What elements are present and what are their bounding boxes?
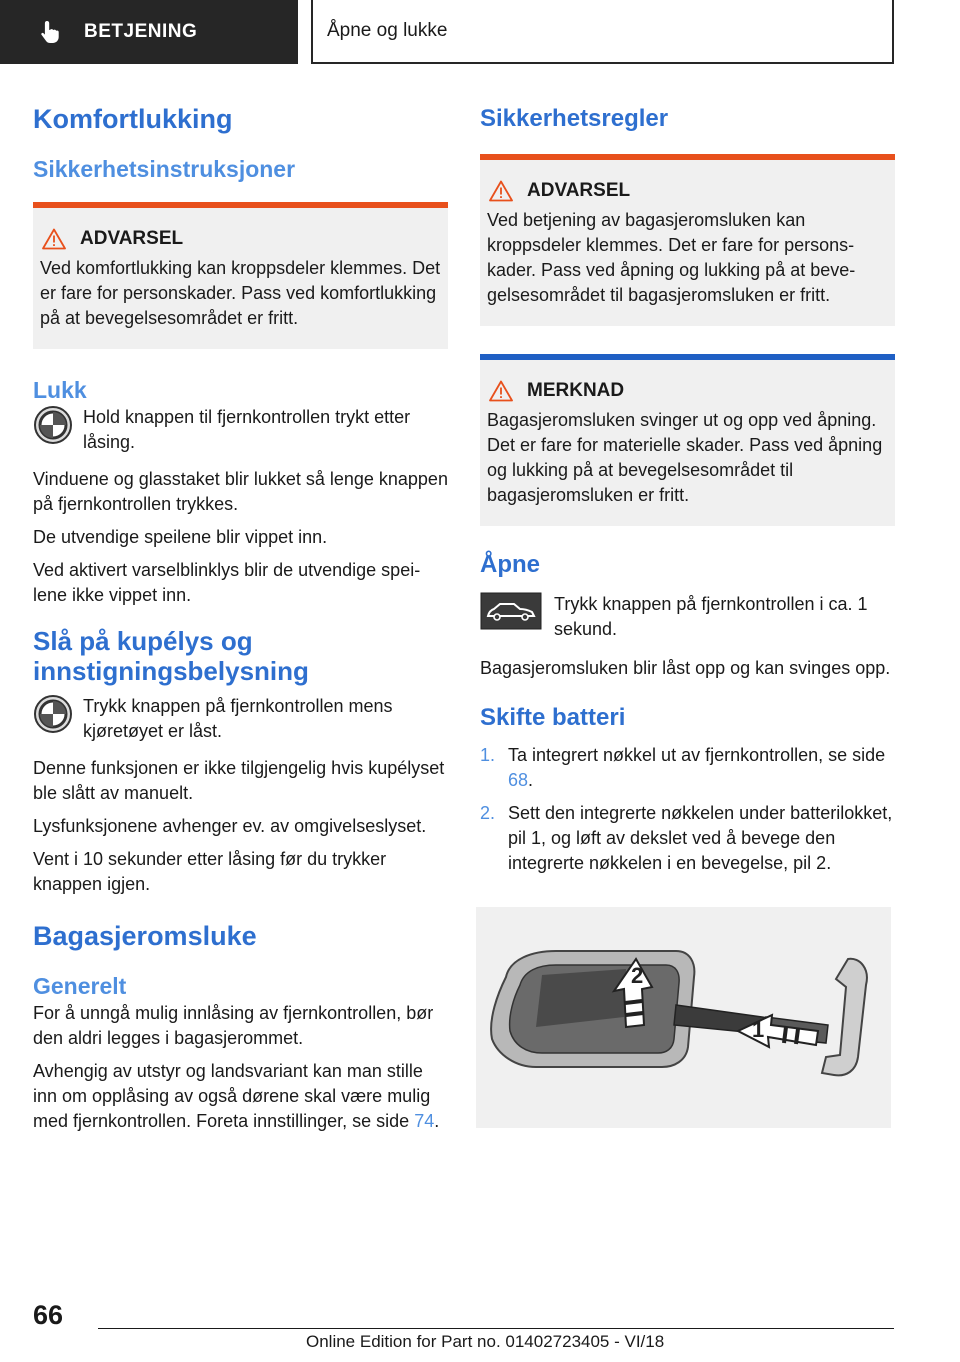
bmw-key-fob-icon — [33, 694, 73, 734]
key-fob-illustration — [476, 907, 891, 1128]
generelt-paragraph-2 — [33, 1059, 448, 1134]
heading-aapne: Åpne — [480, 551, 540, 578]
figure-label-2: 2 — [631, 963, 644, 988]
note-box — [480, 354, 895, 526]
left-column — [33, 90, 448, 1134]
warning-box — [480, 154, 895, 326]
slaa-paragraph-3: Vent i 10 sekunder etter låsing før du trykker knappen igjen. — [33, 849, 387, 894]
note-text: Bagasjeromsluken svinger ut og opp ved åpning. Det er fare for materielle skader. Pass ved åpning og lukking på at bevegelsesområdet til bagasjeromsluken er fritt. — [487, 410, 883, 505]
bmw-key-fob-icon — [33, 405, 73, 445]
header-section-title: BETJENING — [84, 21, 198, 42]
slaa-paragraph-1: Denne funksjonen er ikke tilgjengelig hvis kupélyset ble slått av manuelt. — [33, 758, 445, 803]
generelt-text-a: Avhengig av utstyr og landsvariant kan man stille inn om opplåsing av også dørene skal være mulig med fjernkontrollen. Foreta innstillinger, se side — [33, 1061, 431, 1131]
warning-text: Ved komfortlukking kan kroppsdeler klemmes. Det er fare for personskader. Pass ved komfortlukking på at bevegelsesområdet er fritt. — [40, 258, 441, 328]
heading-bagasjeromsluke: Bagasjeromsluke — [33, 921, 257, 951]
warning-header — [487, 180, 888, 202]
step-text — [508, 743, 895, 793]
page-number: 66 — [33, 1300, 64, 1330]
note-bar — [480, 354, 895, 360]
warning-bar — [480, 154, 895, 160]
generelt-text-b: . — [434, 1111, 440, 1131]
lukk-paragraph-2: De utvendige speilene blir vippet inn. — [33, 527, 328, 547]
hand-pointer-icon — [38, 19, 64, 45]
aapne-paragraph-1: Bagasjeromsluken blir låst opp og kan svinges opp. — [480, 658, 891, 678]
header-topic-box — [311, 0, 894, 64]
step-2 — [480, 801, 895, 876]
aapne-icon-text: Trykk knappen på fjernkontrollen i ca. 1 sekund. — [554, 594, 868, 639]
warning-box — [33, 202, 448, 349]
page-link-68[interactable]: 68 — [508, 770, 529, 790]
step-text-a: Ta integrert nøkkel ut av fjernkontrollen, se side — [508, 745, 886, 765]
header-section-tab — [0, 0, 298, 64]
aapne-instruction — [480, 592, 895, 642]
warning-label: ADVARSEL — [80, 228, 184, 249]
warning-triangle-icon — [42, 228, 66, 250]
step-number: 1. — [480, 745, 496, 765]
slaa-instruction — [33, 694, 448, 744]
warning-header — [40, 228, 441, 250]
header-topic-title: Åpne og lukke — [327, 20, 448, 41]
heading-lukk: Lukk — [33, 377, 87, 403]
slaa-paragraph-2: Lysfunksjonene avhenger ev. av omgivelseslyset. — [33, 816, 427, 836]
generelt-paragraph-1: For å unngå mulig innlåsing av fjernkontrollen, bør den aldri legges i bagasjerommet. — [33, 1003, 434, 1048]
heading-generelt: Generelt — [33, 973, 127, 999]
footer-edition: Online Edition for Part no. 01402723405 - VI/18 — [306, 1332, 665, 1351]
heading-skifte-batteri: Skifte batteri — [480, 704, 626, 731]
footer-divider — [98, 1328, 894, 1329]
figure-label-1: 1 — [752, 1017, 765, 1042]
note-label: MERKNAD — [527, 380, 625, 401]
step-text: Sett den integrerte nøkkelen under batterilokket, pil 1, og løft av dekslet ved å bevege den integrerte nøkkelen i en bevegelse, pil 2. — [508, 803, 893, 873]
lukk-paragraph-3: Ved aktivert varselblinklys blir de utvendige speilene ikke vippet inn. — [33, 560, 421, 605]
heading-sikkerhetsinstruksjoner: Sikkerhetsinstruksjoner — [33, 156, 296, 182]
heading-komfortlukking: Komfortlukking — [33, 104, 233, 134]
warning-label: ADVARSEL — [527, 180, 631, 201]
warning-triangle-icon — [489, 380, 513, 402]
note-header — [487, 380, 888, 402]
lukk-icon-text: Hold knappen til fjernkontrollen trykt etter låsing. — [83, 407, 411, 452]
key-battery-figure — [476, 907, 891, 1128]
heading-sikkerhetsregler: Sikkerhetsregler — [480, 105, 669, 132]
lukk-instruction — [33, 405, 448, 455]
step-text-b: . — [528, 770, 534, 790]
step-number: 2. — [480, 803, 496, 823]
heading-slaa-paa-kupelys: Slå på kupélys og innstigningsbelysning — [33, 626, 309, 686]
slaa-icon-text: Trykk knappen på fjernkontrollen mens kjøretøyet er låst. — [83, 696, 393, 741]
right-column — [480, 90, 895, 876]
lukk-paragraph-1: Vinduene og glasstaket blir lukket så lenge knappen på fjernkontrollen trykkes. — [33, 469, 448, 514]
car-trunk-button-icon — [480, 592, 542, 630]
warning-triangle-icon — [489, 180, 513, 202]
warning-bar — [33, 202, 448, 208]
step-1 — [480, 743, 895, 793]
page-link-74[interactable]: 74 — [414, 1111, 435, 1131]
warning-text: Ved betjening av bagasjeromsluken kan kroppsdeler klemmes. Det er fare for personskader. Pass ved åpning og lukking på at bevegelsesområdet til bagasjeromsluken er fritt. — [487, 210, 856, 305]
